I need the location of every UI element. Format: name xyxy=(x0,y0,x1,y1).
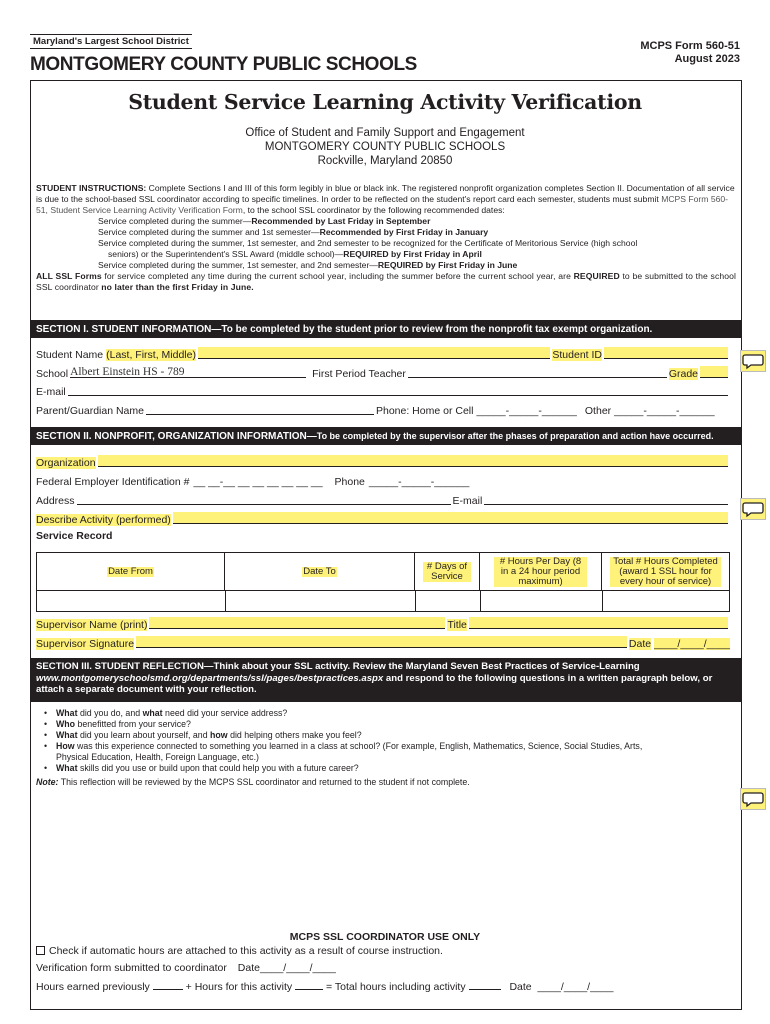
section-1-header: SECTION I. STUDENT INFORMATION—To be completed by the student prior to review from the nonprofit tax exempt organization. xyxy=(30,320,742,338)
date-item: Service completed during the summer, 1st semester, and 2nd semester—REQUIRED by First Friday in June xyxy=(98,260,518,270)
organization-row xyxy=(36,453,730,469)
days-header: # Days of Service xyxy=(415,553,480,591)
supervisor-signature-label: Supervisor Signature xyxy=(36,638,135,650)
fein-field[interactable]: __ __-__ __ __ __ __ __ __ xyxy=(193,476,323,488)
verification-date-field[interactable]: ____/____/____ xyxy=(259,962,336,974)
student-id-field[interactable] xyxy=(604,347,728,359)
total-hours-header: Total # Hours Completed (award 1 SSL hour for every hour of service) xyxy=(602,553,729,591)
form-reference: MCPS Form 560-51, Student Service Learning Activity Verification Form xyxy=(36,194,729,215)
supervisor-name-row xyxy=(36,615,730,631)
email-label: E-mail xyxy=(36,386,66,398)
supervisor-signature-row xyxy=(36,634,730,650)
hours-row xyxy=(36,979,613,993)
student-instructions xyxy=(36,183,736,293)
supervisor-date-field[interactable]: ____/____/____ xyxy=(654,638,730,650)
coordinator-title: MCPS SSL COORDINATOR USE ONLY xyxy=(289,931,481,943)
reflection-questions xyxy=(44,708,734,774)
coordinator-date-label: Date xyxy=(509,981,532,993)
fein-label: Federal Employer Identification # xyxy=(36,476,190,488)
total-hours-field[interactable] xyxy=(469,979,501,990)
supervisor-name-field[interactable] xyxy=(149,617,445,629)
list-item: • How was this experience connected to something you learned in a class at school? (For example, English, Mathematics, Science, Social Studies, Arts, Physical Education, Health, Foreign Language, etc.) xyxy=(44,741,734,763)
all-ssl-deadline: ALL SSL Forms for service completed any time during the current school year, including the summer before the current school year, are REQUIRED to be submitted to the school SSL coordinator no later than the first Friday in June. xyxy=(36,271,736,292)
student-id-label: Student ID xyxy=(552,349,602,361)
parent-field[interactable] xyxy=(146,403,374,415)
verification-date-label: Date xyxy=(237,962,260,974)
email-row xyxy=(36,382,730,398)
other-phone-field[interactable]: _____-_____-______ xyxy=(614,405,715,417)
comment-icon[interactable] xyxy=(740,498,766,520)
date-to-header: Date To xyxy=(225,553,415,591)
title-field[interactable] xyxy=(469,617,728,629)
hours-per-day-header: # Hours Per Day (8 in a 24 hour period maximum) xyxy=(480,553,602,591)
school-field[interactable] xyxy=(70,366,306,378)
list-item: • What skills did you use or build upon that could help you with a future career? xyxy=(44,763,734,774)
student-name-hint: (Last, First, Middle) xyxy=(106,349,196,361)
email-field[interactable] xyxy=(68,384,728,396)
section-2-header: SECTION II. NONPROFIT, ORGANIZATION INFORMATION— To be completed by the supervisor after the phases of preparation and action have occurred. xyxy=(30,427,742,445)
instructions-text-1: Complete Sections I and III of this form legibly in blue or black ink. The registered nonprofit organization completes Section II. Documentation of all service is due to the school-based SSL coordinator according to specific timelines. In order to be reflected on the student's report card each semester, students must submit xyxy=(36,183,735,204)
auto-hours-checkbox[interactable] xyxy=(36,946,45,955)
verification-label: Verification form submitted to coordinator xyxy=(36,962,227,974)
auto-hours-label: Check if automatic hours are attached to this activity as a result of course instruction. xyxy=(49,945,443,957)
date-label: Date xyxy=(628,638,652,650)
date-from-header: Date From xyxy=(37,553,225,591)
office-name: Office of Student and Family Support and Engagement xyxy=(245,127,525,139)
school-value: Albert Einstein HS - 789 xyxy=(70,366,185,378)
title-label: Title xyxy=(447,619,467,631)
organization-field[interactable] xyxy=(98,455,728,467)
teacher-field[interactable] xyxy=(408,366,667,378)
school-row xyxy=(36,364,730,380)
address-row xyxy=(36,491,730,507)
total-hours-label: = Total hours including activity xyxy=(326,981,466,993)
date-item: Service completed during the summer—Recommended by Last Friday in September xyxy=(98,216,431,226)
organization-label: Organization xyxy=(36,457,96,469)
coordinator-date-field[interactable]: ____/____/____ xyxy=(537,981,614,993)
phone-label: Phone: Home or Cell xyxy=(375,405,474,417)
address-field[interactable] xyxy=(77,493,451,505)
document-title: Student Service Learning Activity Verification xyxy=(128,90,642,114)
student-name-row xyxy=(36,345,730,361)
instructions-label: STUDENT INSTRUCTIONS: xyxy=(36,183,147,193)
other-label: Other xyxy=(584,405,612,417)
office-block xyxy=(0,126,770,168)
date-item: Service completed during the summer, 1st semester, and 2nd semester to be recognized for the Certificate of Meritorious Service (high school xyxy=(98,238,638,248)
hours-previous-field[interactable] xyxy=(153,979,183,990)
district-tagline: Maryland's Largest School District xyxy=(30,34,192,49)
phone-field[interactable]: _____-_____-______ xyxy=(476,405,577,417)
form-number: MCPS Form 560-51 xyxy=(640,40,740,52)
hours-previous-label: Hours earned previously xyxy=(36,981,150,993)
school-label: School xyxy=(36,368,69,380)
instructions-text-2: , to the school SSL coordinator by the following recommended dates: xyxy=(242,205,505,215)
form-date: August 2023 xyxy=(674,53,740,65)
reflection-note: Note: This reflection will be reviewed by the MCPS SSL coordinator and returned to the student if not complete. xyxy=(36,777,470,787)
activity-field[interactable] xyxy=(173,512,728,524)
teacher-label: First Period Teacher xyxy=(312,368,406,380)
service-record-table xyxy=(36,552,730,612)
comment-icon[interactable] xyxy=(740,788,766,810)
activity-label: Describe Activity (performed) xyxy=(36,514,171,526)
student-name-label: Student Name xyxy=(36,349,104,361)
hours-activity-label: + Hours for this activity xyxy=(185,981,293,993)
parent-label: Parent/Guardian Name xyxy=(36,405,144,417)
instructions-paragraph xyxy=(36,183,736,216)
activity-row xyxy=(36,510,730,526)
parent-row xyxy=(36,401,730,417)
comment-icon[interactable] xyxy=(740,350,766,372)
address-label: Address xyxy=(36,495,75,507)
page-header xyxy=(30,34,746,76)
best-practices-link[interactable]: www.montgomeryschoolsmd.org/departments/ssl/pages/bestpractices.aspx xyxy=(36,672,384,684)
service-record-label: Service Record xyxy=(36,530,113,542)
org-email-label: E-mail xyxy=(452,495,483,507)
office-org: MONTGOMERY COUNTY PUBLIC SCHOOLS xyxy=(264,141,506,153)
auto-hours-row xyxy=(36,945,443,957)
list-item: • Who benefitted from your service? xyxy=(44,719,734,730)
org-name: MONTGOMERY COUNTY PUBLIC SCHOOLS xyxy=(30,54,417,75)
office-address: Rockville, Maryland 20850 xyxy=(317,155,453,167)
fein-row xyxy=(36,472,730,488)
verification-row xyxy=(36,962,336,974)
student-name-field[interactable] xyxy=(198,347,550,359)
org-email-field[interactable] xyxy=(484,493,728,505)
date-item: Service completed during the summer and 1st semester—Recommended by First Friday in January xyxy=(98,227,489,237)
hours-activity-field[interactable] xyxy=(295,979,323,990)
list-item: • What did you learn about yourself, and how did helping others make you feel? xyxy=(44,730,734,741)
org-phone-label: Phone xyxy=(334,476,365,488)
form-number-block xyxy=(640,40,740,66)
grade-field[interactable] xyxy=(700,366,728,378)
grade-label: Grade xyxy=(668,368,698,380)
org-phone-field[interactable]: _____-_____-______ xyxy=(368,476,470,488)
table-header-row xyxy=(37,553,729,591)
section-3-header: SECTION III. STUDENT REFLECTION—Think about your SSL activity. Review the Maryland Seven Best Practices of Service-Learning www.montgomeryschoolsmd.org/departments/ssl/pages/bestpractices.aspx and respond to the following questions in a written paragraph below, or attach a separate document with your reflection. xyxy=(30,658,742,702)
date-item: seniors) or the Superintendent's SSL Award (middle school)—REQUIRED by First Friday in April xyxy=(108,249,482,259)
supervisor-signature-field[interactable] xyxy=(136,636,627,648)
recommended-dates xyxy=(36,216,736,271)
list-item: • What did you do, and what need did your service address? xyxy=(44,708,734,719)
supervisor-name-label: Supervisor Name (print) xyxy=(36,619,148,631)
